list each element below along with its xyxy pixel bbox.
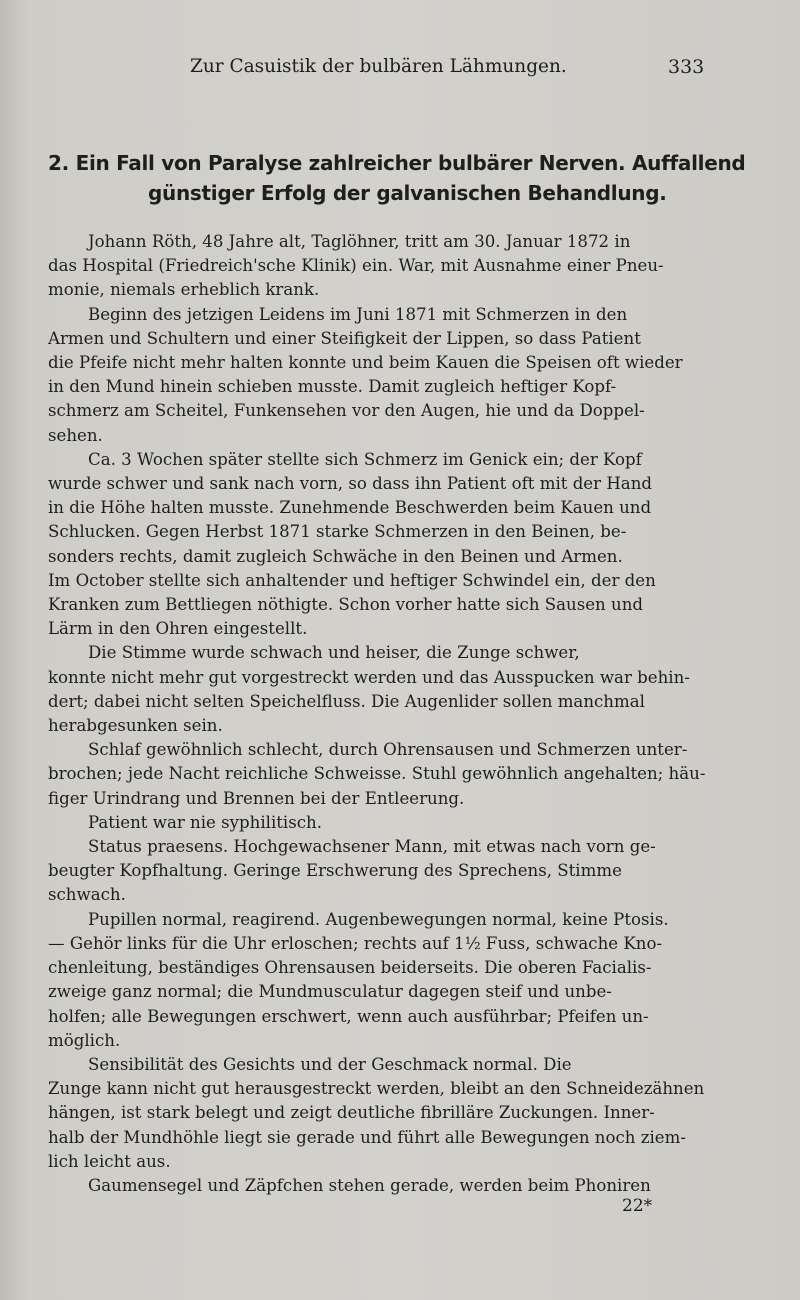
text-line: Im October stellte sich anhaltender und heftiger Schwindel ein, der den bbox=[48, 570, 656, 590]
running-head bbox=[0, 56, 800, 86]
section-heading bbox=[48, 148, 748, 208]
text-line: Kranken zum Bettliegen nöthigte. Schon vorher hatte sich Sausen und bbox=[48, 595, 644, 615]
text-line: sehen. bbox=[48, 425, 103, 445]
text-line: lich leicht aus. bbox=[48, 1151, 171, 1171]
heading-line: günstiger Erfolg der galvanischen Behandlung. bbox=[148, 181, 667, 205]
text-line: chenleitung, beständiges Ohrensausen beiderseits. Die oberen Facialis- bbox=[48, 958, 652, 978]
text-line: brochen; jede Nacht reichliche Schweisse. Stuhl gewöhnlich angehalten; häu- bbox=[48, 764, 706, 784]
body-text bbox=[48, 230, 738, 1198]
text-line: Status praesens. Hochgewachsener Mann, mit etwas nach vorn ge- bbox=[88, 837, 656, 857]
text-line: hängen, ist stark belegt und zeigt deutliche fibrilläre Zuckungen. Inner- bbox=[48, 1103, 655, 1123]
text-line: holfen; alle Bewegungen erschwert, wenn auch ausführbar; Pfeifen un- bbox=[48, 1006, 649, 1026]
heading-line: 2. Ein Fall von Paralyse zahlreicher bulbärer Nerven. Auffallend bbox=[48, 151, 746, 175]
text-line: schmerz am Scheitel, Funkensehen vor den Augen, hie und da Doppel- bbox=[48, 401, 645, 421]
text-line: Armen und Schultern und einer Steifigkeit der Lippen, so dass Patient bbox=[48, 328, 641, 348]
text-line: — Gehör links für die Uhr erloschen; rechts auf 1½ Fuss, schwache Kno- bbox=[48, 933, 663, 953]
signature-mark: 22* bbox=[622, 1196, 653, 1216]
paragraph bbox=[48, 738, 738, 811]
text-line: Pupillen normal, reagirend. Augenbewegungen normal, keine Ptosis. bbox=[88, 909, 669, 929]
text-line: in die Höhe halten musste. Zunehmende Beschwerden beim Kauen und bbox=[48, 498, 652, 518]
text-line: Zunge kann nicht gut herausgestreckt werden, bleibt an den Schneidezähnen bbox=[48, 1079, 705, 1099]
paragraph bbox=[48, 641, 738, 738]
running-title: Zur Casuistik der bulbären Lähmungen. bbox=[190, 56, 567, 77]
text-line: Johann Röth, 48 Jahre alt, Taglöhner, tritt am 30. Januar 1872 in bbox=[88, 232, 631, 251]
page-number: 333 bbox=[668, 56, 705, 78]
text-line: wurde schwer und sank nach vorn, so dass ihn Patient oft mit der Hand bbox=[48, 474, 653, 494]
text-line: Patient war nie syphilitisch. bbox=[88, 812, 322, 832]
paragraph bbox=[48, 448, 738, 642]
paragraph bbox=[48, 835, 738, 908]
text-line: Die Stimme wurde schwach und heiser, die Zunge schwer, bbox=[88, 643, 580, 663]
text-line: Ca. 3 Wochen später stellte sich Schmerz im Genick ein; der Kopf bbox=[88, 449, 642, 469]
text-line: zweige ganz normal; die Mundmusculatur dagegen steif und unbe- bbox=[48, 982, 612, 1002]
paragraph bbox=[48, 1053, 738, 1174]
text-line: beugter Kopfhaltung. Geringe Erschwerung des Sprechens, Stimme bbox=[48, 861, 622, 881]
text-line: möglich. bbox=[48, 1030, 121, 1050]
text-line: sonders rechts, damit zugleich Schwäche in den Beinen und Armen. bbox=[48, 546, 623, 566]
text-line: konnte nicht mehr gut vorgestreckt werden und das Ausspucken war behin- bbox=[48, 667, 690, 687]
text-line: Sensibilität des Gesichts und der Geschmack normal. Die bbox=[88, 1054, 572, 1074]
text-line: figer Urindrang und Brennen bei der Entleerung. bbox=[48, 788, 465, 808]
text-line: Gaumensegel und Zäpfchen stehen gerade, werden beim Phoniren bbox=[88, 1175, 651, 1195]
text-line: monie, niemals erheblich krank. bbox=[48, 280, 320, 300]
text-line: Lärm in den Ohren eingestellt. bbox=[48, 619, 308, 639]
paragraph bbox=[48, 1174, 738, 1198]
text-line: schwach. bbox=[48, 885, 126, 905]
paragraph bbox=[48, 230, 738, 303]
text-line: das Hospital (Friedreich'sche Klinik) ein. War, mit Ausnahme einer Pneu- bbox=[48, 256, 664, 276]
paragraph bbox=[48, 303, 738, 448]
paragraph bbox=[48, 811, 738, 835]
text-line: Schlaf gewöhnlich schlecht, durch Ohrensausen und Schmerzen unter- bbox=[88, 740, 688, 760]
text-line: dert; dabei nicht selten Speichelfluss. Die Augenlider sollen manchmal bbox=[48, 691, 645, 711]
text-line: halb der Mundhöhle liegt sie gerade und führt alle Bewegungen noch ziem- bbox=[48, 1127, 686, 1147]
text-line: herabgesunken sein. bbox=[48, 716, 223, 736]
paragraph bbox=[48, 908, 738, 1053]
text-line: Schlucken. Gegen Herbst 1871 starke Schmerzen in den Beinen, be- bbox=[48, 522, 627, 542]
text-line: in den Mund hinein schieben musste. Damit zugleich heftiger Kopf- bbox=[48, 377, 617, 397]
text-line: die Pfeife nicht mehr halten konnte und beim Kauen die Speisen oft wieder bbox=[48, 353, 683, 373]
text-line: Beginn des jetzigen Leidens im Juni 1871 mit Schmerzen in den bbox=[88, 304, 628, 324]
